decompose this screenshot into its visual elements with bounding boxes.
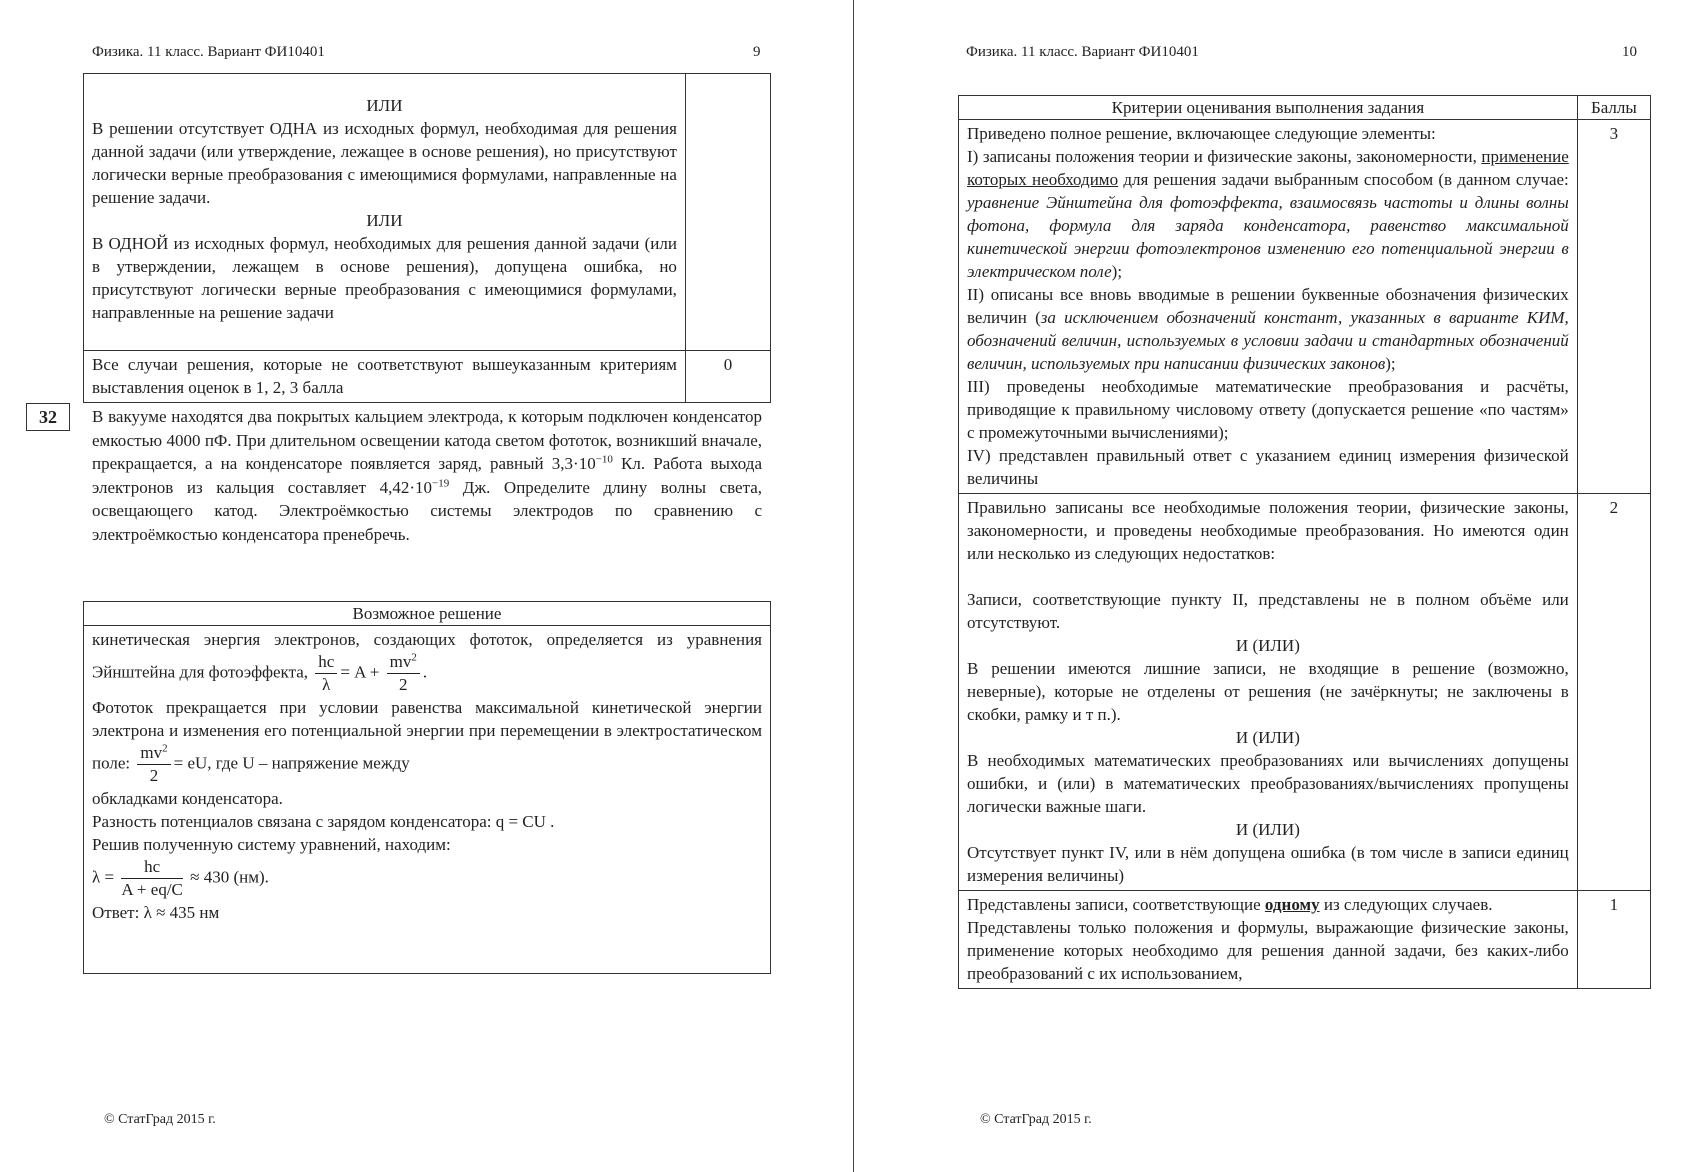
criteria-text: Представлены только положения и формулы, выражающие физические законы, применение которых необходимо для решения данной задачи, без каких-либо преобразований с их использованием, — [967, 918, 1569, 983]
right-page-header: Физика. 11 класс. Вариант ФИ10401 — [966, 44, 1199, 60]
numerator: hc — [121, 856, 183, 879]
task-text: Кл. Работа выхода электронов из кальция составляет 4,42·10 — [92, 454, 762, 497]
formula-part: ≈ 430 (нм). — [190, 867, 269, 887]
criteria-item: III) проведены необходимые математические преобразования и расчёты, приводящие к правильному числовому ответу (допускается решение «по частям» с промежуточными вычислениями); — [967, 377, 1569, 442]
criteria-cell — [959, 494, 1578, 891]
criteria-cell — [84, 74, 686, 351]
denominator: 2 — [398, 675, 408, 694]
italic-text: за исключением обозначений констант, указанных в варианте КИМ, обозначений величин, используемых в условии задачи и стандартных обозначений величин, используемых при написании физических законов — [967, 308, 1569, 373]
criteria-item — [967, 283, 1569, 375]
formula-fraction — [121, 856, 183, 901]
formula-part: λ = — [92, 867, 115, 887]
criteria-text: Записи, соответствующие пункту II, представлены не в полном объёме или отсутствуют. — [967, 590, 1569, 632]
column-header: Критерии оценивания выполнения задания — [959, 96, 1578, 120]
numerator-text: mv — [389, 652, 412, 671]
score-cell: 3 — [1577, 120, 1650, 494]
solution-body — [84, 626, 771, 974]
task-text: Дж. Определите длину волны света, освещающего катод. Электроёмкостью системы электродов по сравнению с электроёмкостью конденсатора пренебречь. — [92, 477, 763, 544]
formula-part: = eU, где U – напряжение между — [173, 753, 410, 773]
criteria-cell — [959, 891, 1578, 989]
text: ); — [1111, 262, 1123, 281]
numerator — [137, 742, 170, 765]
text: для решения задачи выбранным способом (в данном случае: — [1118, 170, 1569, 189]
answer-line: Ответ: λ ≈ 435 нм — [92, 903, 220, 922]
formula-fraction — [315, 651, 337, 696]
column-header: Баллы — [1577, 96, 1650, 120]
task-statement — [92, 405, 762, 546]
final-formula — [92, 856, 762, 901]
italic-text: уравнение Эйнштейна для фотоэффекта, взаимосвязь частоты и длины волны фотона, формула для заряда конденсатора, равенство максимальной кинетической энергии фотоэлектронов изменению его потенциальной энергии в электрическом поле — [967, 193, 1569, 281]
criteria-text: Правильно записаны все необходимые положения теории, физические законы, закономерности, и проведены необходимые преобразования. Но имеются один или несколько из следующих недостатков: — [967, 498, 1569, 563]
denominator: λ — [322, 675, 331, 694]
task-number-box: 32 — [26, 403, 70, 431]
denominator: 2 — [149, 766, 159, 785]
left-criteria-table — [83, 73, 771, 403]
text: Представлены записи, соответствующие — [967, 895, 1265, 914]
or-label: И (ИЛИ) — [1235, 728, 1300, 747]
score-cell: 2 — [1577, 494, 1650, 891]
page-divider — [853, 0, 854, 1172]
denominator: A + eq/C — [121, 880, 183, 899]
or-label: И (ИЛИ) — [1235, 636, 1300, 655]
criteria-text: В решении имеются лишние записи, не входящие в решение (возможно, неверные), которые не отделены от решения (не зачёркнуты; не заключены в скобки, рамку и т п.). — [967, 659, 1569, 724]
underlined-text: применение которых необходимо — [967, 147, 1569, 189]
text: ); — [1385, 354, 1396, 373]
criteria-text — [967, 893, 1569, 916]
score-cell: 0 — [685, 351, 770, 403]
score-cell: 1 — [1577, 891, 1650, 989]
exponent: 2 — [162, 742, 168, 755]
text: I) записаны положения теории и физические законы, закономерности, — [967, 147, 1482, 166]
text: из следующих случаев. — [1319, 895, 1493, 914]
criteria-text: В ОДНОЙ из исходных формул, необходимых для решения данной задачи (или в утверждении, лежащем в основе решения), допущена ошибка, но присутствуют логически верные преобразования с имеющимися формулами, направленные на решение задачи — [92, 234, 677, 322]
formula-fraction — [387, 651, 420, 696]
text: II) описаны все вновь вводимые в решении буквенные обозначения физических величин ( — [967, 285, 1569, 327]
solution-text — [92, 628, 762, 696]
emphasized-text: одному — [1264, 895, 1320, 914]
criteria-text: Приведено полное решение, включающее следующие элементы: — [967, 124, 1436, 143]
solution-table — [83, 601, 771, 974]
criteria-text: В решении отсутствует ОДНА из исходных формул, необходимая для решения данной задачи (или утверждение, лежащее в основе решения), но присутствуют логически верные преобразования с имеющимися формулами, направленные на решение задачи. — [92, 119, 677, 207]
exponent: 2 — [411, 651, 417, 664]
numerator — [387, 651, 420, 674]
left-page-header: Физика. 11 класс. Вариант ФИ10401 — [92, 44, 325, 60]
solution-line: кинетическая энергия электронов, создающих фототок, определяется из уравнения Эйнштейна для фотоэффекта, — [92, 630, 762, 682]
score-cell — [685, 74, 770, 351]
right-page-number: 10 — [1622, 44, 1637, 60]
criteria-cell: Все случаи решения, которые не соответствуют вышеуказанным критериям выставления оценок в 1, 2, 3 балла — [84, 351, 686, 403]
solution-line: Разность потенциалов связана с зарядом конденсатора: q = CU . — [92, 812, 555, 831]
formula-part: = A + — [340, 662, 380, 682]
or-label: И (ИЛИ) — [1235, 820, 1300, 839]
or-label: ИЛИ — [366, 211, 403, 230]
task-text: В вакууме находятся два покрытых кальцием электрода, к которым подключен конденсатор емкостью 4000 пФ. При длительном освещении катода светом фототок, возникший вначале, прекращается, а на конденсаторе появляется заряд, равный 3,3·10 — [92, 407, 762, 473]
task-exponent: −10 — [595, 453, 613, 466]
right-footer: © СтатГрад 2015 г. — [980, 1112, 1092, 1127]
left-page-number: 9 — [753, 44, 761, 60]
left-footer: © СтатГрад 2015 г. — [104, 1112, 216, 1127]
task-exponent: −19 — [432, 476, 450, 489]
formula-part: . — [422, 662, 428, 682]
solution-title: Возможное решение — [84, 602, 771, 626]
or-label: ИЛИ — [366, 96, 403, 115]
criteria-item: IV) представлен правильный ответ с указанием единиц измерения физической величины — [967, 446, 1569, 488]
numerator: hc — [315, 651, 337, 674]
criteria-text: Отсутствует пункт IV, или в нём допущена ошибка (в том числе в записи единиц измерения величины) — [967, 843, 1569, 885]
solution-line: Фототок прекращается при условии равенства максимальной кинетической энергии электрона и изменения его потенциальной энергии при перемещении в электростатическом поле: — [92, 698, 762, 773]
numerator-text: mv — [140, 743, 163, 762]
right-criteria-table — [958, 95, 1651, 989]
criteria-item — [967, 145, 1569, 283]
solution-line: обкладками конденсатора. — [92, 789, 283, 808]
solution-text — [92, 696, 762, 787]
formula-fraction — [137, 742, 170, 787]
criteria-text: В необходимых математических преобразованиях или вычислениях допущены ошибки, и (или) в математических преобразованиях/вычислениях пропущены логически важные шаги. — [967, 751, 1569, 816]
criteria-cell — [959, 120, 1578, 494]
solution-line: Решив полученную систему уравнений, находим: — [92, 835, 451, 854]
